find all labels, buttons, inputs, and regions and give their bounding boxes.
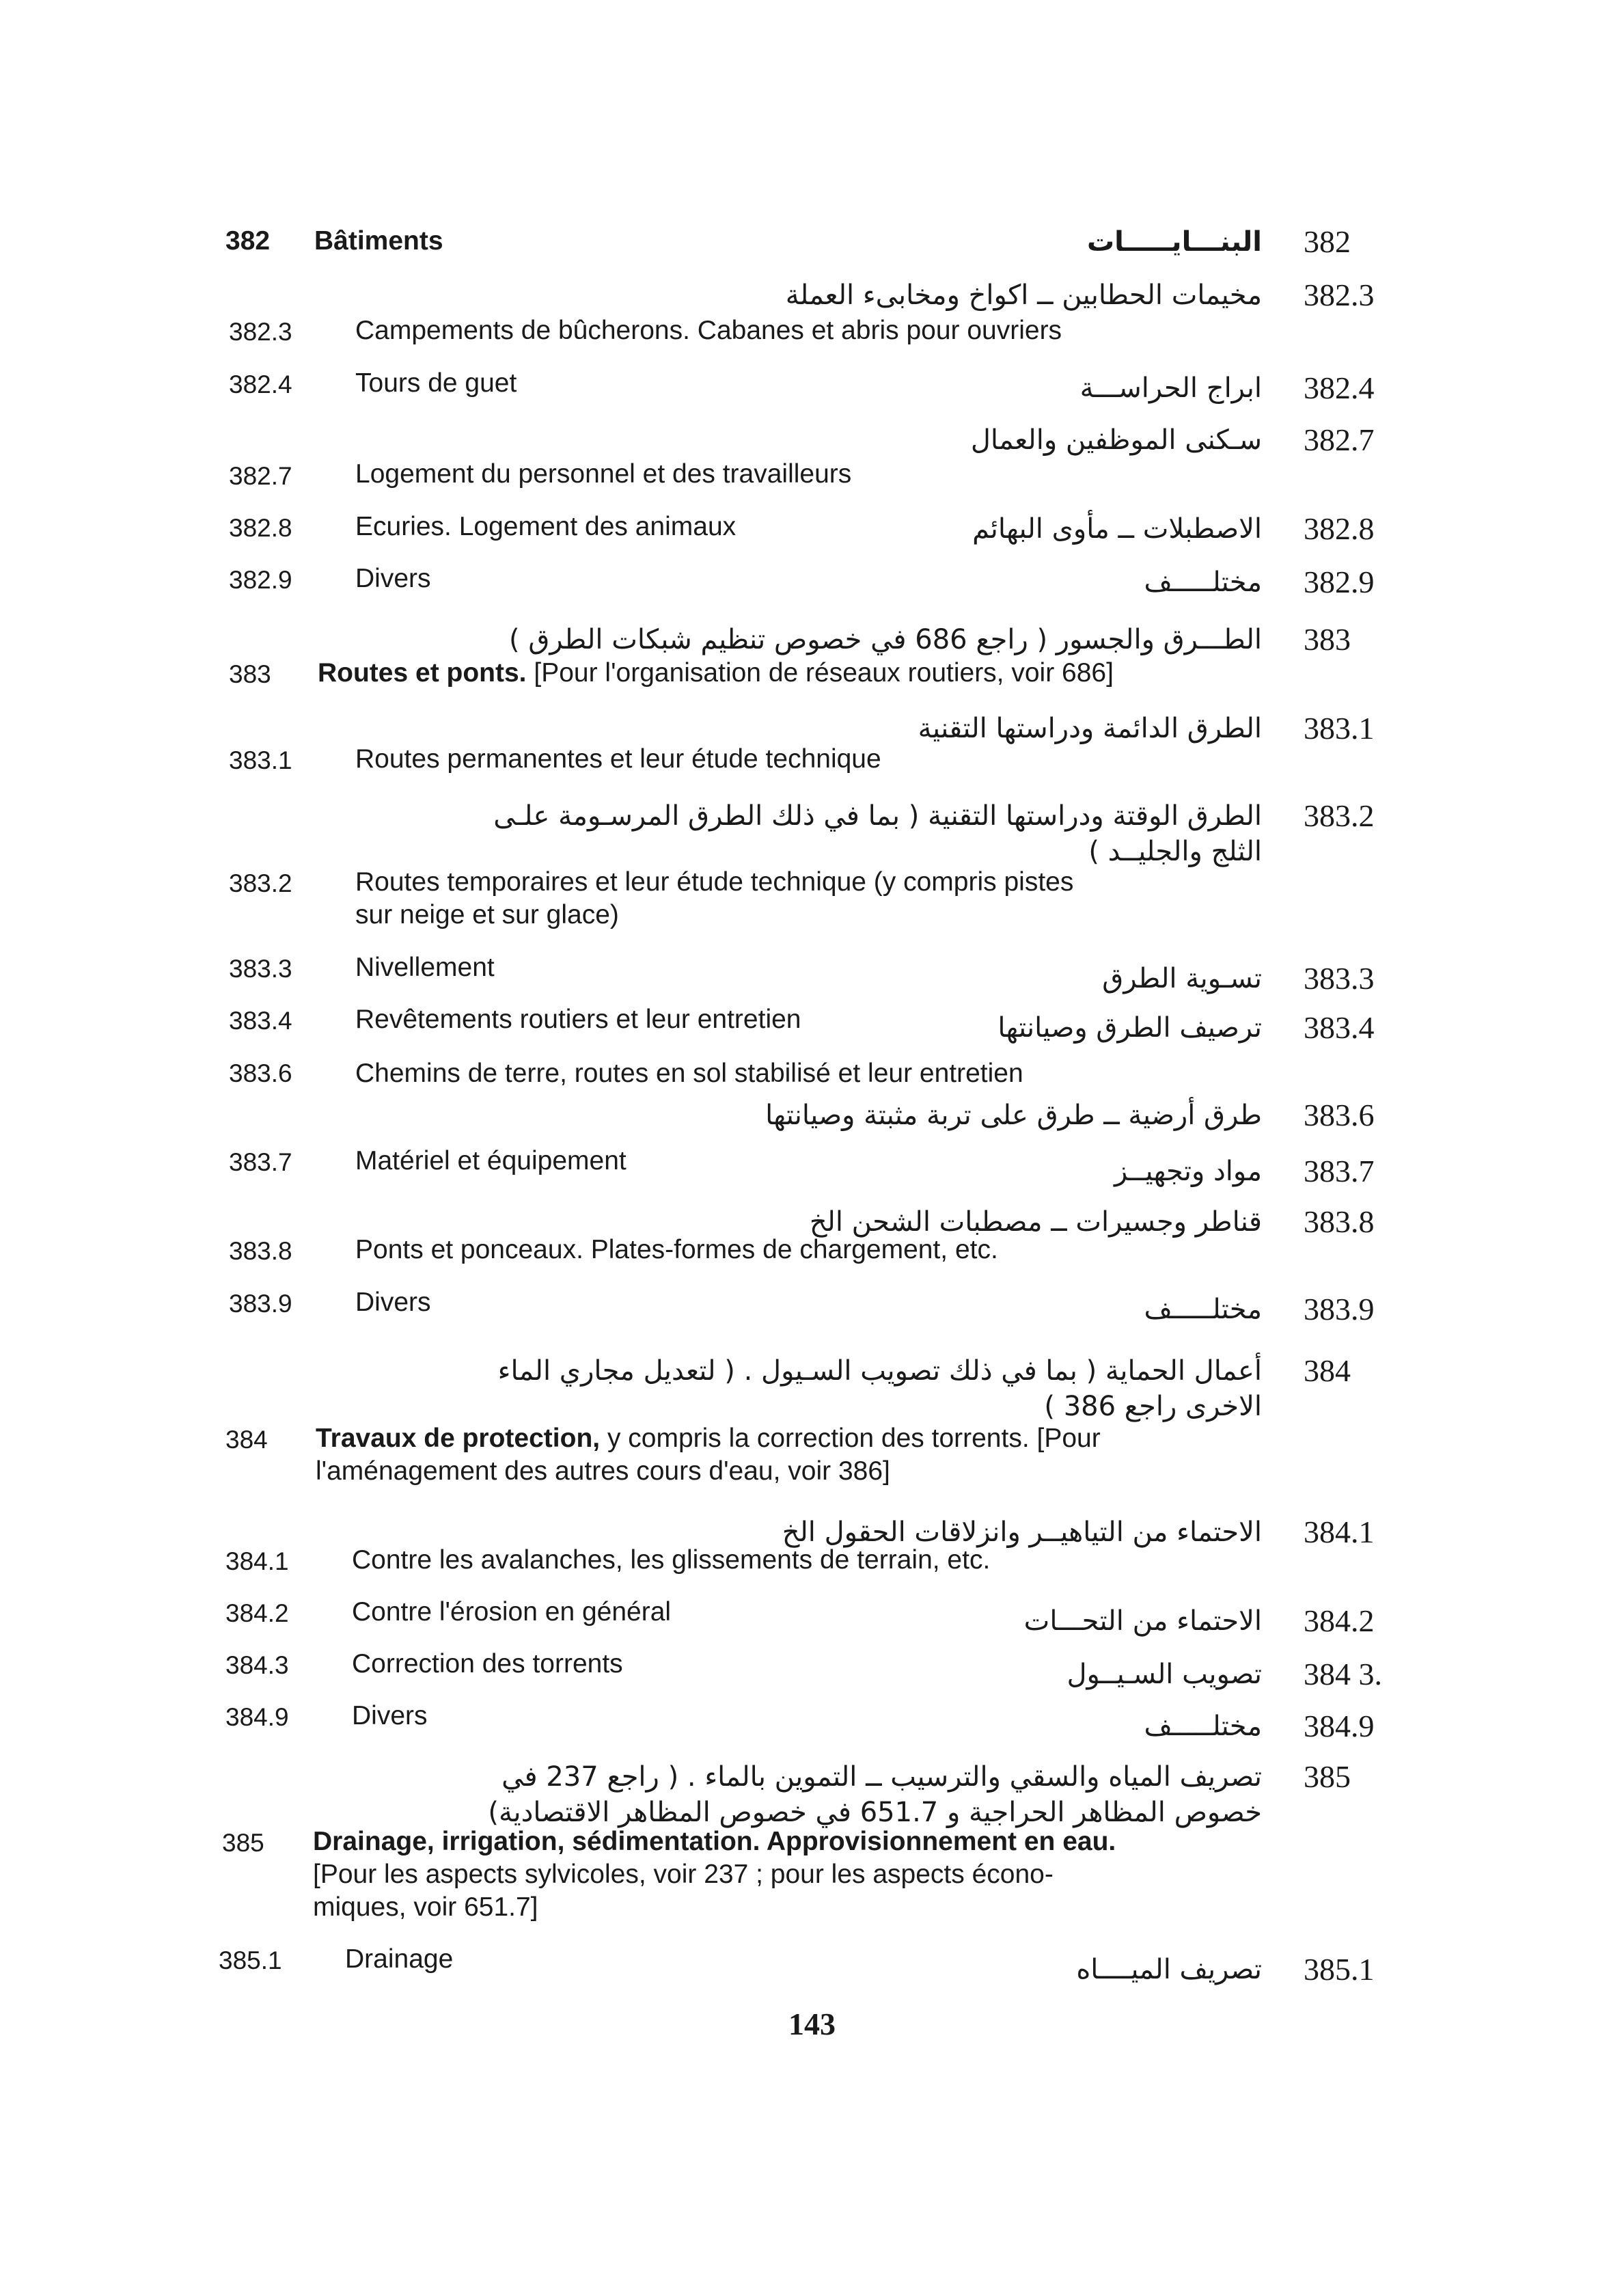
ar-entry-text: الطـــرق والجسور ( راجع 686 في خصوص تنظيم شبكات الطرق ): [509, 624, 1262, 655]
ar-entry-code: 383.2: [1304, 798, 1375, 833]
fr-entry-text: Divers: [352, 1701, 428, 1730]
fr-entry-code: 383.1: [229, 746, 292, 774]
ar-entry-text: مختلـــــف: [1144, 1294, 1262, 1325]
fr-entry-bold: Drainage, irrigation, sédimentation. Approvisionnement en eau.: [313, 1827, 1116, 1856]
ar-entry-text: الطرق الوقتة ودراستها التقنية ( بما في ذلك الطرق المرسـومة علـى: [493, 800, 1262, 832]
header-fr-title: Bâtiments: [314, 226, 443, 256]
ar-entry-code: 383.8: [1304, 1204, 1375, 1239]
fr-entry-code: 382.8: [229, 514, 292, 542]
fr-entry-text: Revêtements routiers et leur entretien: [355, 1005, 801, 1034]
ar-entry-text: مختلـــــف: [1144, 1711, 1262, 1742]
ar-entry-code: 383.7: [1304, 1154, 1375, 1188]
fr-entry-code: 383.8: [229, 1237, 292, 1265]
fr-entry-code: 382.3: [229, 318, 292, 346]
fr-entry-text: Tours de guet: [355, 368, 517, 398]
header-ar-code: 382: [1304, 224, 1351, 259]
fr-entry-text: Divers: [355, 564, 431, 593]
ar-entry-code: 382.4: [1304, 370, 1375, 405]
ar-entry-text: ابراج الحراســـة: [1079, 372, 1262, 404]
fr-entry-text: Correction des torrents: [352, 1649, 623, 1678]
ar-entry-text: مختلـــــف: [1144, 567, 1262, 598]
page-number: 143: [788, 2007, 836, 2041]
fr-entry-code: 383.6: [229, 1059, 292, 1087]
ar-entry-code: 382.3: [1304, 277, 1375, 312]
ar-entry-text: الاحتماء من التحـــات: [1023, 1605, 1262, 1637]
fr-entry-rest: [Pour l'organisation de réseaux routiers, voir 686]: [534, 658, 1114, 688]
fr-entry-text: [316, 1423, 1101, 1454]
ar-entry-code: 383.1: [1304, 711, 1375, 746]
fr-entry-text: Chemins de terre, routes en sol stabilisé et leur entretien: [355, 1059, 1023, 1088]
ar-entry-text: الاحتماء من التياهيــر وانزلاقات الحقول الخ: [782, 1517, 1262, 1548]
fr-entry-text: [Pour les aspects sylvicoles, voir 237 ; pour les aspects écono-: [313, 1860, 1054, 1889]
fr-entry-text: Contre les avalanches, les glissements de terrain, etc.: [352, 1545, 991, 1575]
ar-entry-code: 384.2: [1304, 1603, 1375, 1638]
fr-entry-code: 383: [229, 660, 271, 688]
fr-entry-text-cont: miques, voir 651.7]: [313, 1892, 538, 1922]
fr-entry-text: Nivellement: [355, 953, 495, 982]
ar-entry-code: 382.9: [1304, 565, 1375, 599]
ar-entry-code: 383.6: [1304, 1098, 1375, 1132]
header-ar-title: البنـــايـــــات: [1086, 226, 1262, 258]
fr-entry-text: Ecuries. Logement des animaux: [355, 512, 737, 541]
fr-entry-code: 384.9: [225, 1703, 289, 1731]
ar-entry-text: سـكنى الموظفين والعمال: [970, 424, 1262, 456]
ar-entry-text: قناطر وجسيرات ــ مصطبات الشحن الخ: [809, 1206, 1262, 1238]
ar-entry-text: تصريف المياه والسقي والترسيب ــ التموين بالماء . ( راجع 237 في: [501, 1761, 1262, 1793]
fr-entry-code: 385.1: [219, 1946, 282, 1974]
ar-entry-code: 382.8: [1304, 511, 1375, 546]
fr-entry-bold: Travaux de protection,: [316, 1424, 601, 1453]
fr-entry-bold: Routes et ponts.: [318, 658, 527, 688]
ar-entry-text: مواد وتجهيــز: [1114, 1156, 1262, 1187]
fr-entry-code: 382.4: [229, 370, 292, 398]
ar-entry-text-cont: الثلج والجليــد ): [1088, 836, 1262, 867]
fr-entry-text: Matériel et équipement: [355, 1146, 627, 1175]
ar-entry-code: 385.1: [1304, 1952, 1375, 1987]
ar-entry-code: 384.1: [1304, 1514, 1375, 1549]
fr-entry-code: 384.1: [225, 1547, 289, 1575]
fr-entry-code: 384.3: [225, 1651, 289, 1679]
ar-entry-code: 383: [1304, 622, 1351, 657]
ar-entry-text: طرق أرضية ــ طرق على تربة مثبتة وصيانتها: [765, 1100, 1262, 1131]
fr-entry-code: 384.2: [225, 1599, 289, 1627]
fr-entry-code: 384: [225, 1426, 268, 1454]
ar-entry-code: 382.7: [1304, 422, 1375, 457]
fr-entry-code: 383.9: [229, 1290, 292, 1318]
fr-entry-text-cont: l'aménagement des autres cours d'eau, voir 386]: [316, 1456, 890, 1486]
ar-entry-text: تصويب السـيــول: [1066, 1659, 1262, 1690]
fr-entry-text: [318, 657, 1114, 689]
ar-entry-text: أعمال الحماية ( بما في ذلك تصويب السـيول . ( لتعديل مجاري الماء: [497, 1355, 1262, 1387]
fr-entry-text: Divers: [355, 1288, 431, 1317]
ar-entry-text: ترصيف الطرق وصيانتها: [997, 1012, 1262, 1044]
ar-entry-text-cont: الاخرى راجع 386 ): [1044, 1391, 1262, 1422]
fr-entry-code: 385: [222, 1829, 264, 1857]
fr-entry-text: Ponts et ponceaux. Plates-formes de chargement, etc.: [355, 1235, 998, 1264]
fr-entry-code: 383.3: [229, 955, 292, 983]
ar-entry-code: 384: [1304, 1353, 1351, 1388]
ar-entry-text: تسـوية الطرق: [1102, 963, 1262, 994]
ar-entry-text: تصريف الميــــاه: [1076, 1954, 1262, 1985]
ar-entry-code: 384 3.: [1304, 1657, 1382, 1691]
fr-entry-code: 383.4: [229, 1007, 292, 1035]
ar-entry-code: 385: [1304, 1759, 1351, 1794]
fr-entry-code: 383.7: [229, 1148, 292, 1176]
fr-entry-text-cont: sur neige et sur glace): [355, 900, 619, 929]
fr-entry-rest: y compris la correction des torrents. [Pour: [607, 1424, 1101, 1453]
fr-entry-text: Campements de bûcherons. Cabanes et abris pour ouvriers: [355, 316, 1062, 345]
header-fr-code: 382: [225, 226, 271, 256]
fr-entry-text: Drainage: [345, 1944, 454, 1974]
ar-entry-text: مخيمات الحطابين ــ اكواخ ومخابىء العملة: [785, 280, 1262, 311]
ar-entry-text-cont: خصوص المظاهر الحراجية و 651.7 في خصوص المظاهر الاقتصادية): [488, 1797, 1262, 1828]
fr-entry-code: 382.7: [229, 462, 292, 490]
ar-entry-text: الطرق الدائمة ودراستها التقنية: [918, 713, 1262, 744]
ar-entry-code: 383.9: [1304, 1292, 1375, 1327]
fr-entry-text: Routes permanentes et leur étude technique: [355, 744, 881, 774]
ar-entry-code: 383.4: [1304, 1010, 1375, 1045]
fr-entry-text: Contre l'érosion en général: [352, 1597, 672, 1627]
fr-entry-text: Logement du personnel et des travailleurs: [355, 459, 852, 489]
fr-entry-text: Routes temporaires et leur étude technique (y compris pistes: [355, 867, 1074, 897]
fr-entry-code: 383.2: [229, 869, 292, 897]
fr-entry-code: 382.9: [229, 566, 292, 594]
ar-entry-code: 384.9: [1304, 1709, 1375, 1743]
ar-entry-code: 383.3: [1304, 961, 1375, 996]
ar-entry-text: الاصطبلات ــ مأوى البهائم: [972, 513, 1262, 545]
